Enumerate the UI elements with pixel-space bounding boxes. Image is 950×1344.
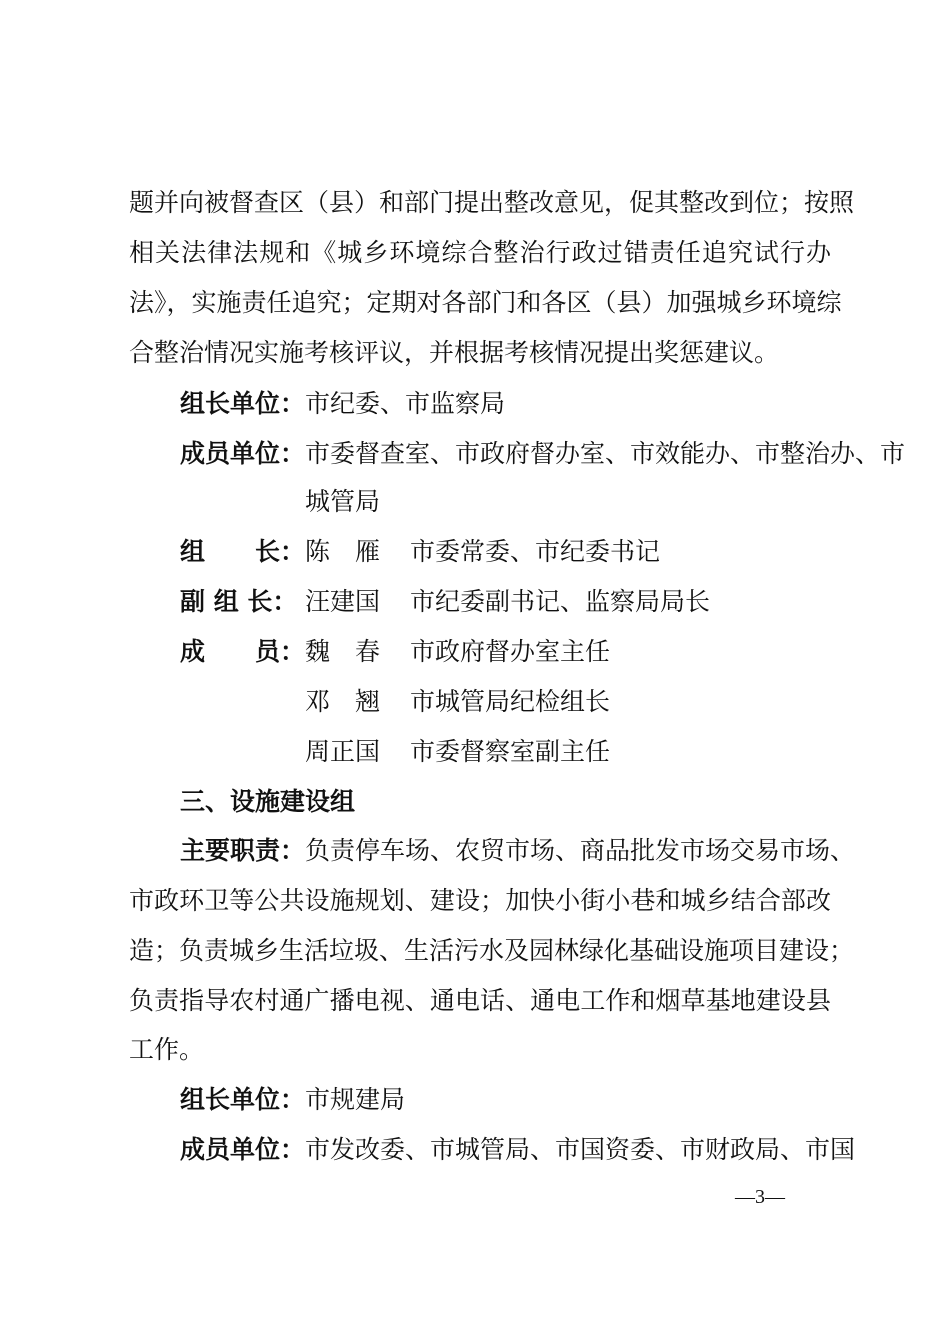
leader-name: 陈 雁 xyxy=(305,537,381,566)
paragraph-line: 相关法律法规和《城乡环境综合整治行政过错责任追究试行办 xyxy=(129,238,831,267)
paragraph-line: 工作。 xyxy=(129,1035,205,1064)
member-units-label: 成员单位： xyxy=(180,1135,306,1164)
members-label: 成 员： xyxy=(180,637,306,666)
member-role: 市城管局纪检组长 xyxy=(410,687,611,716)
member-name: 邓 翘 xyxy=(305,687,381,716)
members-row xyxy=(180,635,305,669)
member-units-row xyxy=(180,1133,855,1167)
member-name: 魏 春 xyxy=(305,637,381,666)
duties-first-line xyxy=(180,834,856,868)
deputy-name: 汪建国 xyxy=(305,587,381,616)
leader-unit-value: 市纪委、市监察局 xyxy=(305,389,506,418)
duties-text: 负责停车场、农贸市场、商品批发市场交易市场、 xyxy=(305,836,856,865)
paragraph-line: 负责指导农村通广播电视、通电话、通电工作和烟草基地建设县 xyxy=(129,986,831,1015)
member-role: 市政府督办室主任 xyxy=(410,637,611,666)
leader-unit-label: 组长单位： xyxy=(180,1085,306,1114)
leader-role: 市委常委、市纪委书记 xyxy=(410,537,661,566)
deputy-role: 市纪委副书记、监察局局长 xyxy=(410,587,711,616)
member-units-row xyxy=(180,437,905,471)
leader-unit-label: 组长单位： xyxy=(180,389,306,418)
section-heading: 三、设施建设组 xyxy=(180,787,356,816)
paragraph-line: 题并向被督查区（县）和部门提出整改意见，促其整改到位；按照 xyxy=(129,188,855,217)
member-units-value: 市委督查室、市政府督办室、市效能办、市整治办、市 xyxy=(305,439,906,468)
deputy-label: 副 组 长： xyxy=(180,587,298,616)
paragraph-line: 合整治情况实施考核评议，并根据考核情况提出奖惩建议。 xyxy=(129,338,780,367)
leader-unit-value: 市规建局 xyxy=(305,1085,406,1114)
member-units-continuation: 城管局 xyxy=(305,487,381,516)
member-units-value: 市发改委、市城管局、市国资委、市财政局、市国 xyxy=(305,1135,856,1164)
duties-label: 主要职责： xyxy=(180,836,306,865)
member-units-label: 成员单位： xyxy=(180,439,306,468)
leader-unit-row xyxy=(180,1083,405,1117)
member-name: 周正国 xyxy=(305,737,381,766)
leader-unit-row xyxy=(180,387,505,421)
leader-label: 组 长： xyxy=(180,537,306,566)
paragraph-line: 市政环卫等公共设施规划、建设；加快小街小巷和城乡结合部改 xyxy=(129,886,831,915)
member-role: 市委督察室副主任 xyxy=(410,737,611,766)
deputy-row xyxy=(180,585,297,619)
paragraph-line: 法》，实施责任追究；定期对各部门和各区（县）加强城乡环境综 xyxy=(129,288,842,317)
paragraph-line: 造；负责城乡生活垃圾、生活污水及园林绿化基础设施项目建设； xyxy=(129,936,855,965)
page-number: —3— xyxy=(735,1186,785,1208)
